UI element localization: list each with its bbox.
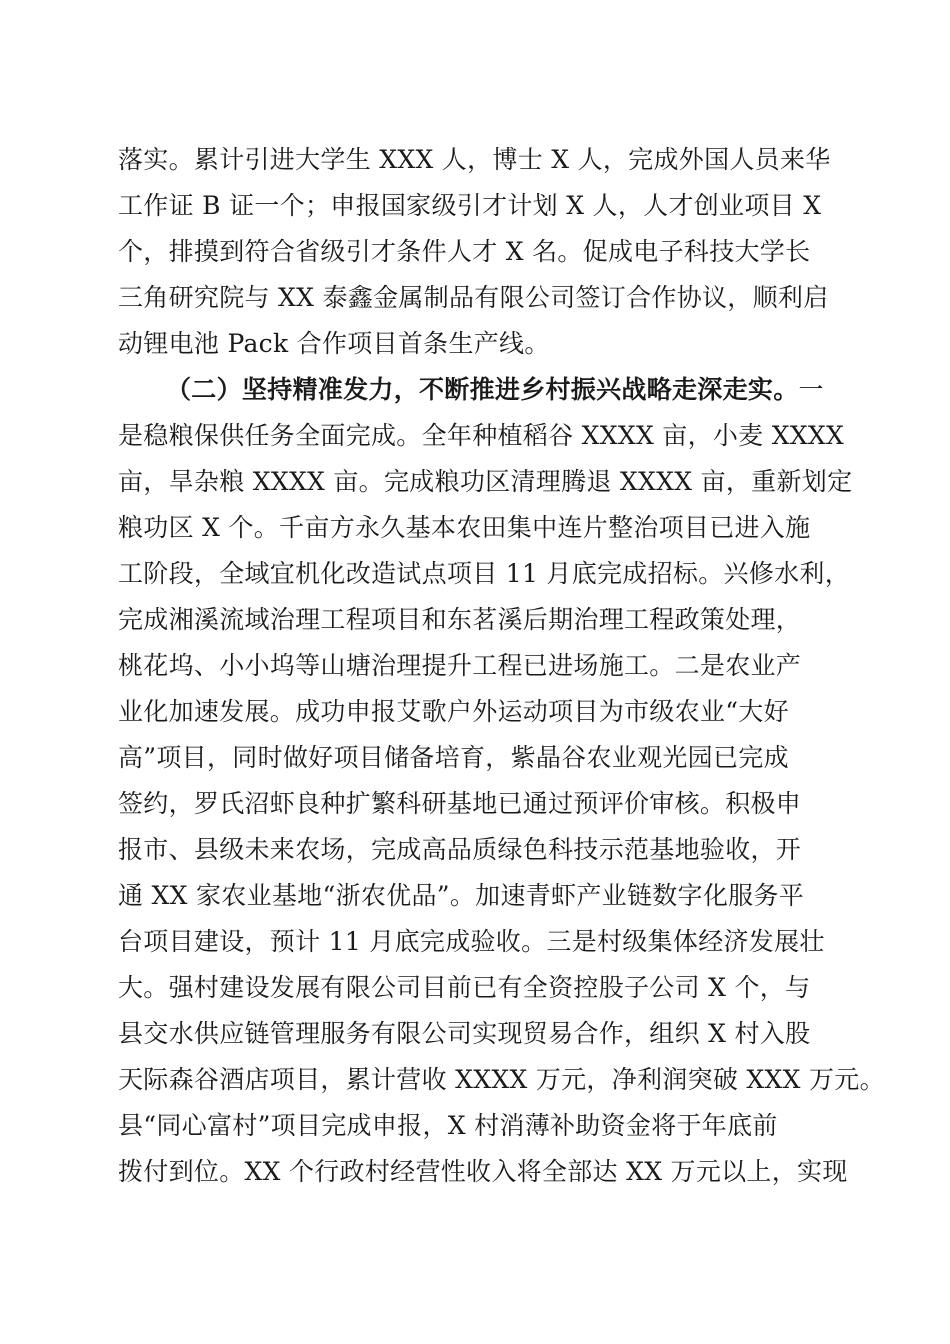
- text-line-11: 完成湘溪流域治理工程项目和东茗溪后期治理工程政策处理，: [118, 605, 802, 634]
- text-line-21: 天际森谷酒店项目，累计营收 XXXX 万元，净利润突破 XXX 万元。: [118, 1065, 885, 1094]
- text-line-9: 粮功区 X 个。千亩方永久基本农田集中连片整治项目已进入施: [118, 513, 811, 542]
- text-line-17: 通 XX 家农业基地“浙农优品”。加速青虾产业链数字化服务平: [118, 881, 805, 910]
- text-line-12: 桃花坞、小小坞等山塘治理提升工程已进场施工。二是农业产: [118, 651, 802, 680]
- text-line-20: 县交水供应链管理服务有限公司实现贸易合作，组织 X 村入股: [118, 1019, 811, 1048]
- text-line-1: 落实。累计引进大学生 XXX 人，博士 X 人，完成外国人员来华: [118, 145, 831, 174]
- text-line-13: 业化加速发展。成功申报艾歌户外运动项目为市级农业“大好: [118, 697, 789, 726]
- text-line-14: 高”项目，同时做好项目储备培育，紫晶谷农业观光园已完成: [118, 743, 789, 772]
- text-line-2: 工作证 B 证一个；申报国家级引才计划 X 人，人才创业项目 X: [118, 191, 822, 220]
- text-line-18: 台项目建设，预计 11 月底完成验收。三是村级集体经济发展壮: [118, 927, 825, 956]
- text-line-15: 签约，罗氏沼虾良种扩繁科研基地已通过预评价审核。积极申: [118, 789, 802, 818]
- text-line-19: 大。强村建设发展有限公司目前已有全资控股子公司 X 个，与: [118, 973, 811, 1002]
- section-heading-line: [166, 368, 838, 412]
- text-line-23: 拨付到位。XX 个行政村经营性收入将全部达 XX 万元以上，实现: [118, 1157, 848, 1186]
- text-line-8: 亩，旱杂粮 XXXX 亩。完成粮功区清理腾退 XXXX 亩，重新划定: [118, 467, 853, 496]
- text-line-10: 工阶段，全域宜机化改造试点项目 11 月底完成招标。兴修水利，: [118, 559, 851, 588]
- section-heading: （二）坚持精准发力，不断推进乡村振兴战略走深走实。: [166, 375, 799, 404]
- section-heading-continuation: 一: [798, 375, 824, 404]
- text-line-5: 动锂电池 Pack 合作项目首条生产线。: [118, 329, 550, 358]
- text-line-22: 县“同心富村”项目完成申报，X 村消薄补助资金将于年底前: [118, 1111, 778, 1140]
- text-line-7: 是稳粮保供任务全面完成。全年种植稻谷 XXXX 亩，小麦 XXXX: [118, 421, 845, 450]
- text-line-16: 报市、县级未来农场，完成高品质绿色科技示范基地验收，开: [118, 835, 802, 864]
- text-line-4: 三角研究院与 XX 泰鑫金属制品有限公司签订合作协议，顺利启: [118, 283, 829, 312]
- text-line-3: 个，排摸到符合省级引才条件人才 X 名。促成电子科技大学长: [118, 237, 811, 266]
